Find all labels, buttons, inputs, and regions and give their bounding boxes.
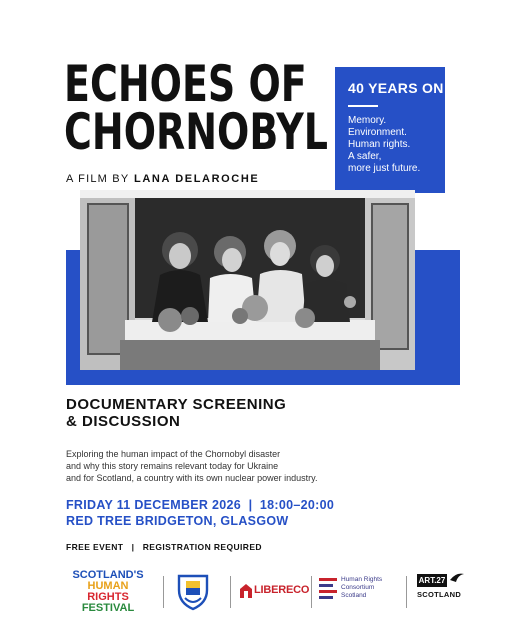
logo-divider [230, 576, 231, 608]
anniversary-tagline [348, 115, 420, 175]
libereco-logo [240, 570, 308, 612]
libereco-text: LIBERECO [254, 584, 310, 596]
srf-line-4: FESTIVAL [81, 602, 135, 614]
logo-divider [311, 576, 312, 608]
hrc-line: Human Rights [341, 576, 383, 583]
art27-badge: ART.27 [418, 576, 446, 585]
art27-logo [417, 570, 467, 612]
srf-line-1: SCOTLAND'S [72, 569, 144, 581]
event-admission: FREE EVENT | REGISTRATION REQUIRED [66, 542, 262, 552]
partner-logos [62, 570, 462, 612]
film-byline [66, 173, 259, 185]
logo-divider [163, 576, 164, 608]
bird-icon [450, 572, 464, 582]
event-description [66, 448, 317, 484]
libereco-mark-icon [240, 584, 252, 601]
tagline-line: more just future. [348, 163, 421, 174]
ukraine-org-logo [173, 570, 223, 612]
event-type-line-1: DOCUMENTARY SCREENING [66, 396, 287, 413]
tagline-line: Memory. [348, 115, 387, 126]
hrc-bars-icon [319, 576, 339, 602]
title-line-1: ECHOES OF [64, 55, 307, 113]
tagline-line: A safer, [348, 151, 382, 162]
srf-logo [62, 570, 154, 612]
event-datetime: FRIDAY 11 DECEMBER 2026 | 18:00–20:00 [66, 498, 335, 512]
description-line: and for Scotland, a country with its own nuclear power industry. [66, 473, 318, 483]
event-type-heading [66, 396, 286, 430]
anniversary-box [335, 67, 445, 193]
byline-prefix: A FILM BY [66, 173, 130, 185]
anniversary-divider [348, 105, 378, 107]
tagline-line: Environment. [348, 127, 407, 138]
hrc-line: Scotland [341, 592, 367, 599]
event-photo [80, 190, 415, 370]
srf-line-3: RIGHTS [87, 591, 129, 603]
description-line: and why this story remains relevant today for Ukraine [66, 461, 279, 471]
title-line-2: CHORNOBYL [64, 103, 328, 161]
tagline-line: Human rights. [348, 139, 411, 150]
shield-icon [173, 570, 213, 612]
art27-subtitle: SCOTLAND [417, 590, 462, 599]
event-when-where [66, 497, 334, 529]
hrc-text [341, 576, 382, 600]
srf-line-2: HUMAN [87, 580, 129, 592]
logo-divider [406, 576, 407, 608]
film-title [64, 55, 334, 161]
event-type-line-2: & DISCUSSION [66, 413, 181, 430]
event-venue: RED TREE BRIDGETON, GLASGOW [66, 514, 289, 528]
window-photo-illustration [80, 190, 415, 370]
anniversary-heading: 40 YEARS ON [348, 80, 444, 96]
description-line: Exploring the human impact of the Chornobyl disaster [66, 449, 281, 459]
hrc-line: Consortium [341, 584, 375, 591]
byline-director: LANA DELAROCHE [134, 173, 260, 185]
hrc-scotland-logo [317, 570, 399, 612]
